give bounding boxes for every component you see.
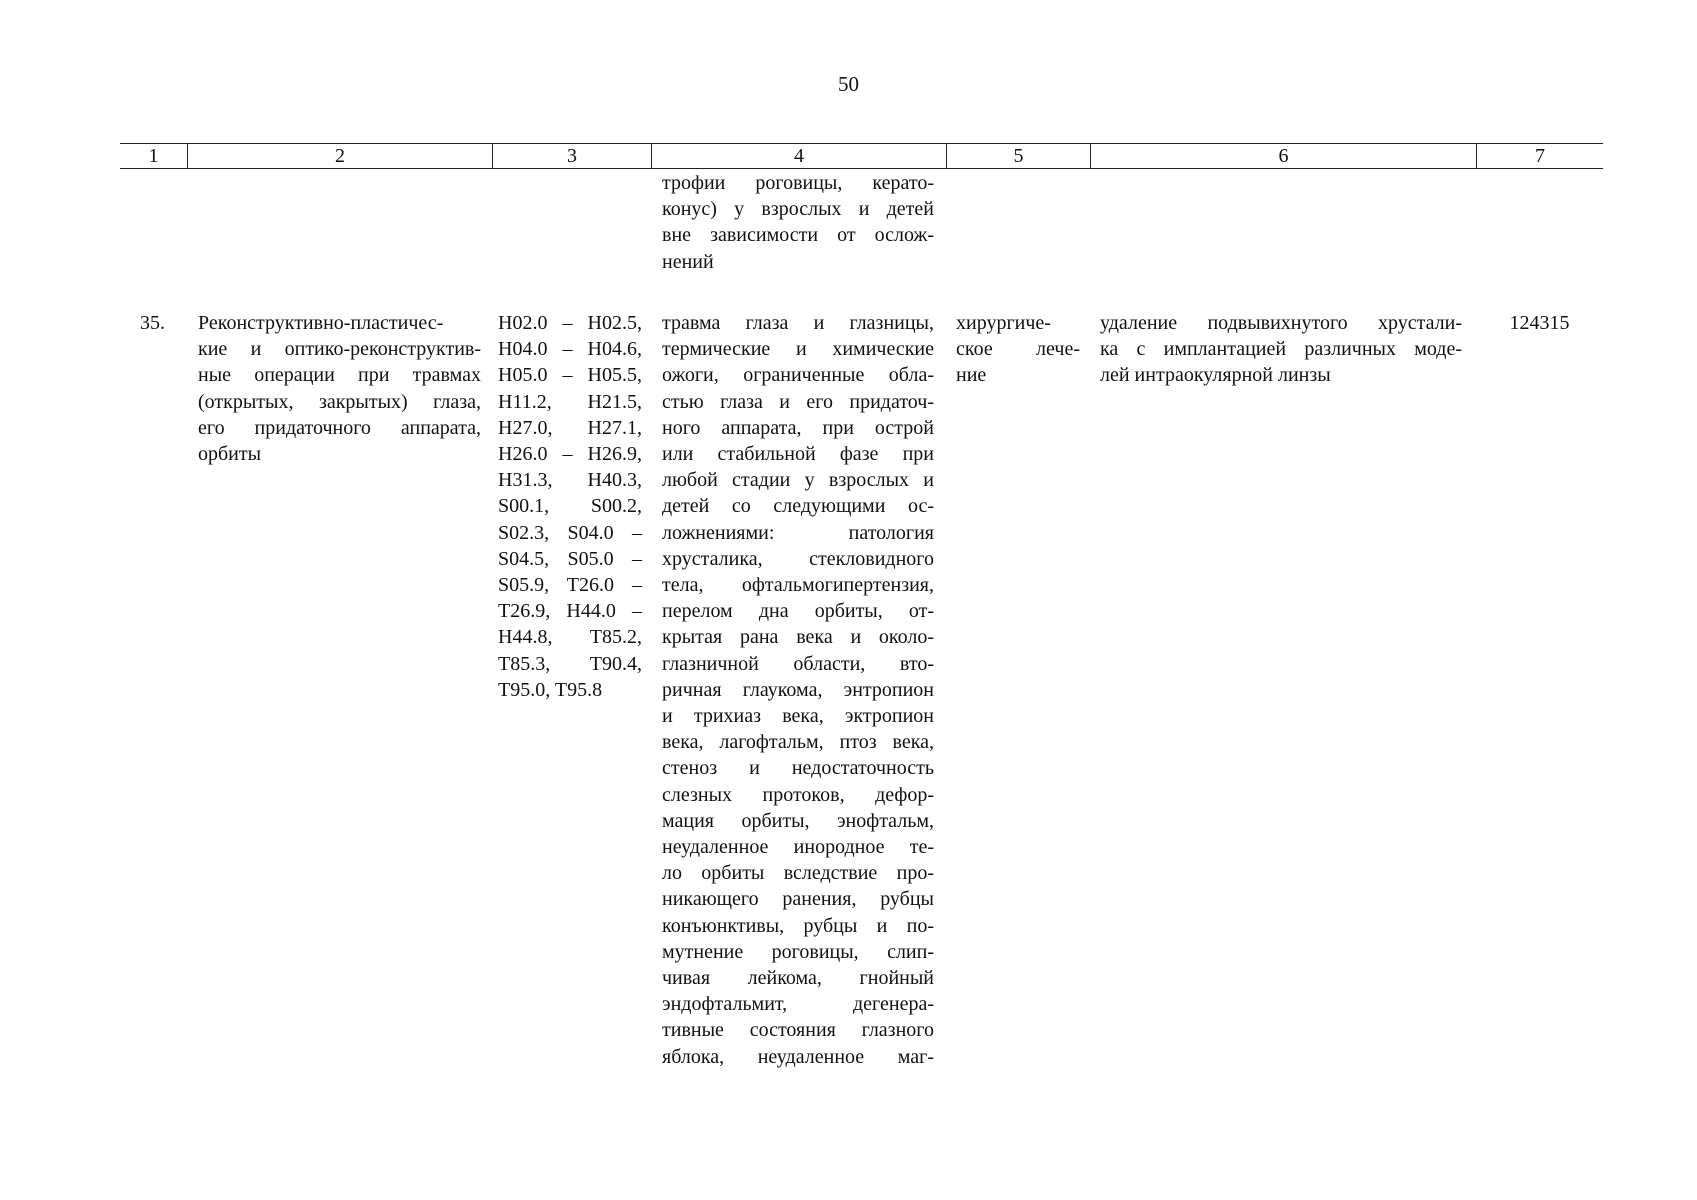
row-col4-diagnosis <box>662 310 934 1070</box>
text-line: ожоги, ограниченные обла- <box>662 364 934 387</box>
text-line: эндофтальмит, дегенера- <box>662 993 934 1016</box>
text-line: любой стадии у взрослых и <box>662 469 934 492</box>
text-line: S00.1, S00.2, <box>498 495 642 518</box>
text-line: вне зависимости от ослож- <box>662 224 934 247</box>
text-line: T95.0, T95.8 <box>498 678 603 701</box>
row-col7-cost <box>1476 310 1603 336</box>
text-line: нений <box>662 250 714 273</box>
text-line: ные операции при травмах <box>198 364 481 387</box>
text-line: T26.9, H44.0 – <box>498 600 642 623</box>
continuation-col4-text <box>662 170 934 275</box>
row-col2-name <box>198 310 481 467</box>
text-line: мация орбиты, энофтальм, <box>662 809 934 832</box>
text-line: H11.2, H21.5, <box>498 390 642 413</box>
text-line: H02.0 – H02.5, <box>498 312 642 334</box>
header-cell-6: 6 <box>1090 144 1476 168</box>
text-line: детей со следующими ос- <box>662 495 934 518</box>
procedure-name <box>198 310 481 467</box>
text-line: ричная глаукома, энтропион <box>662 678 934 701</box>
text-line: ло орбиты вследствие про- <box>662 862 934 885</box>
text-line: его придаточного аппарата, <box>198 416 481 439</box>
text-line: стью глаза и его придаточ- <box>662 390 934 413</box>
text-line: T85.3, T90.4, <box>498 652 642 675</box>
text-line: века, лагофтальм, птоз века, <box>662 731 934 754</box>
header-cell-1: 1 <box>148 145 159 167</box>
text-line: H26.0 – H26.9, <box>498 443 642 466</box>
icd-codes <box>498 310 642 703</box>
header-cell-2: 2 <box>187 144 492 168</box>
header-cell-4: 4 <box>651 144 946 168</box>
text-line: кие и оптико-реконструктив- <box>198 338 481 361</box>
text-line: S04.5, S05.0 – <box>498 547 642 570</box>
table-header-row <box>120 143 1603 169</box>
row-col3-codes <box>498 310 642 703</box>
text-line: крытая рана века и около- <box>662 626 934 649</box>
text-line: Реконструктивно-пластичес- <box>198 312 444 334</box>
text-line: перелом дна орбиты, от- <box>662 600 934 623</box>
text-line: трофии роговицы, керато- <box>662 172 934 194</box>
text-line: глазничной области, вто- <box>662 652 934 675</box>
text-line: тивные состояния глазного <box>662 1019 934 1042</box>
text-line: удаление подвывихнутого хрустали- <box>1100 312 1462 334</box>
treatment-method <box>1100 310 1462 389</box>
text-line: травма глаза и глазницы, <box>662 312 934 334</box>
text-line: стеноз и недостаточность <box>662 757 934 780</box>
row-col6-method <box>1100 310 1462 389</box>
header-cell-3: 3 <box>492 144 651 168</box>
text-line: (открытых, закрытых) глаза, <box>198 390 481 413</box>
text-line: термические и химические <box>662 338 934 361</box>
text-line: H44.8, T85.2, <box>498 626 642 649</box>
text-line: хирургиче- <box>956 312 1051 334</box>
text-line: слезных протоков, дефор- <box>662 783 934 806</box>
text-line: тела, офтальмогипертензия, <box>662 574 934 597</box>
text-line: H05.0 – H05.5, <box>498 364 642 387</box>
text-line: ка с имплантацией различных моде- <box>1100 338 1462 361</box>
text-line: ложнениями: патология <box>662 521 934 544</box>
header-cell-5: 5 <box>946 144 1090 168</box>
page-number: 50 <box>838 72 859 96</box>
row-col5-treatment-type <box>956 310 1080 389</box>
text-line: S05.9, T26.0 – <box>498 574 642 597</box>
treatment-type <box>956 310 1080 389</box>
cost-value: 124315 <box>1509 312 1570 334</box>
continuation-col4 <box>662 170 934 275</box>
row-number-text: 35. <box>140 312 165 334</box>
text-line: H31.3, H40.3, <box>498 469 642 492</box>
text-line: или стабильной фазе при <box>662 443 934 466</box>
row-number <box>140 310 190 336</box>
text-line: конъюнктивы, рубцы и по- <box>662 914 934 937</box>
header-cell-7: 7 <box>1476 144 1603 168</box>
text-line: S02.3, S04.0 – <box>498 521 642 544</box>
text-line: конус) у взрослых и детей <box>662 198 934 221</box>
text-line: ское лече- <box>956 338 1080 361</box>
text-line: H04.0 – H04.6, <box>498 338 642 361</box>
text-line: хрусталика, стекловидного <box>662 547 934 570</box>
text-line: мутнение роговицы, слип- <box>662 940 934 963</box>
text-line: H27.0, H27.1, <box>498 416 642 439</box>
text-line: никающего ранения, рубцы <box>662 888 934 911</box>
text-line: и трихиаз века, эктропион <box>662 705 934 728</box>
text-line: чивая лейкома, гнойный <box>662 967 934 990</box>
text-line: орбиты <box>198 443 262 466</box>
text-line: яблока, неудаленное маг- <box>662 1045 934 1068</box>
text-line: ние <box>956 364 987 387</box>
diagnosis-text <box>662 310 934 1070</box>
text-line: лей интраокулярной линзы <box>1100 364 1331 387</box>
text-line: неудаленное инородное те- <box>662 836 934 859</box>
text-line: ного аппарата, при острой <box>662 416 934 439</box>
